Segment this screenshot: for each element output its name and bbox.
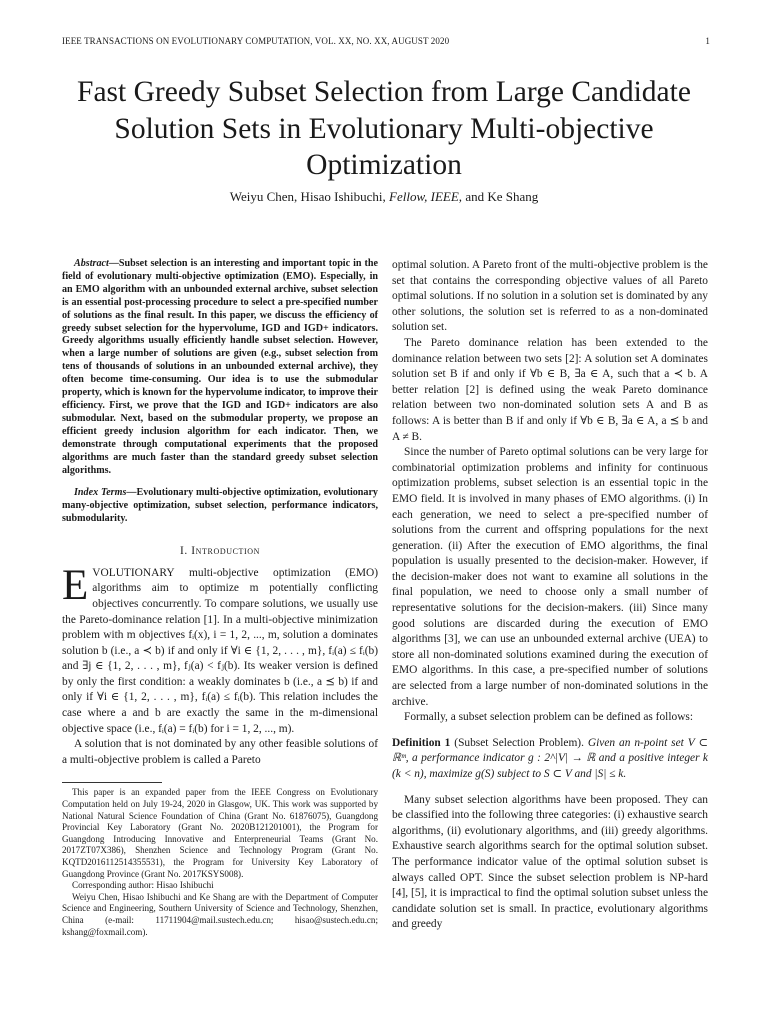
- right-paragraph-5: Many subset selection algorithms have been proposed. They can be classified into the following three categories: (i) exhaustive search algorithms, (ii) evolutionary algorithms, and (iii) greedy algorithms. Exhaustive search algorithms search for the optimal solution subset. The performance indicator value of the optimal solution subset is always called OPT. Since the subset selection problem is NP-hard [4], [5], it is impractical to find the optimal solution subset unless the candidate solution set is small. In practice, evolutionary algorithms and greedy: [392, 793, 708, 931]
- intro-paragraph-2: A solution that is not dominated by any other feasible solutions of a multi-objective problem is called a Pareto: [62, 738, 378, 766]
- paper-title: Fast Greedy Subset Selection from Large Candidate Solution Sets in Evolutionary Multi-objective Optimization: [77, 76, 691, 181]
- abstract-text: —Subset selection is an interesting and important topic in the field of evolutionary multi-objective optimization (EMO). Especially, in an EMO algorithm with an unbounded external archive, subset selection is an essential post-processing procedure to select a pre-specified number of solutions as the final result. In this paper, we discuss the efficiency of greedy subset selection for the hypervolume, IGD and IGD+ indicators. Greedy algorithms usually efficiently handle subset selection. However, when a large number of solutions are given (e.g., subset selection from tens of thousands of solutions in an unbounded external archive), they often become time-consuming. Our idea is to use the submodular property, which is known for the hypervolume indicator, to improve their efficiency. First, we prove that the IGD and IGD+ indicators are also submodular. Next, based on the submodular property, we propose an efficient greedy inclusion algorithm for each indicator. Then, we demonstrate through computational experiments that the proposed algorithms are much faster than the standard greedy subset selection algorithms.: [62, 258, 378, 476]
- right-column: [392, 258, 708, 933]
- right-paragraph-1: optimal solution. A Pareto front of the multi-objective problem is the set that contains the corresponding objective values of all Pareto optimal solutions. If no solution in a solution set is dominated by any other solutions, the solution set is referred to as a non-dominated solution set.: [392, 259, 708, 334]
- section-heading-introduction: I. Introduction: [179, 545, 261, 558]
- page-number: 1: [705, 36, 710, 46]
- index-terms: [62, 487, 378, 526]
- abstract: [62, 258, 378, 477]
- author-line: [40, 189, 728, 205]
- footnote-funding: This paper is an expanded paper from the IEEE Congress on Evolutionary Computation held on July 19-24, 2020 in Glasgow, UK. This work was supported by National Natural Science Foundation of China (Grant No. 61876075), Guangdong Provincial Key Laboratory (Grant No. 2020B121201001), the Program for Guangdong Introducing Innovative and Enterpreneurial Teams (Grant No. 2017ZT07X386), Shenzhen Science and Technology Program (Grant No. KQTD2016112514355531), the Program for University Key Laboratory of Guangdong Province (Grant No. 2017KSYS008).: [62, 787, 378, 879]
- intro-paragraph-1-text: multi-objective optimization (EMO) algorithms aim to optimize m potentially conflicting objectives concurrently. To compare solutions, we usually use the Pareto-dominance relation [1]. In a multi-objective minimization problem with m objectives fᵢ(x), i = 1, 2, ..., m, solution a dominates solution b (i.e., a ≺ b) if and only if ∀i ∈ {1, 2, . . . , m}, fᵢ(a) ≤ fᵢ(b) and ∃j ∈ {1, 2, . . . , m}, fⱼ(a) < fⱼ(b). Its weaker version is defined by only the first condition: a weakly dominates b (i.e., a ⪯ b) if and only if ∀i ∈ {1, 2, . . . , m}, fᵢ(a) ≤ fᵢ(b). This relation includes the case where a and b are exactly the same in the m-dimensional objective space (i.e., fᵢ(a) = fᵢ(b) for i = 1, 2, ..., m).: [62, 566, 378, 735]
- definition-label: Definition 1: [392, 736, 451, 749]
- index-terms-label: Index Terms: [74, 487, 127, 499]
- left-column: [62, 258, 378, 938]
- definition-body: Given an n-point set V ⊂ ℝᵐ, a performance indicator g : 2^|V| → ℝ and a positive integer k (k < n), maximize g(S) subject to S ⊂ V and |S| ≤ k.: [392, 736, 708, 780]
- index-terms-text: —Evolutionary multi-objective optimization, evolutionary many-objective optimization, subset selection, performance indicators, submodularity.: [62, 487, 378, 525]
- author-fellow: Fellow, IEEE,: [389, 189, 463, 204]
- author-names-a: Weiyu Chen, Hisao Ishibuchi,: [229, 189, 390, 204]
- intro-first-word: VOLUTIONARY: [92, 566, 175, 579]
- footnote-corresponding: Corresponding author: Hisao Ishibuchi: [72, 880, 214, 891]
- footnote-affiliation: Weiyu Chen, Hisao Ishibuchi and Ke Shang are with the Department of Computer Science and Engineering, Southern University of Science and Technology, Shenzhen, China (e-mail: 11711904@mail.sustech.edu.cn; hisao@sustech.edu.cn; kshang@foxmail.com).: [62, 891, 378, 937]
- definition-name: (Subset Selection Problem).: [450, 736, 588, 749]
- abstract-label: Abstract: [74, 258, 109, 269]
- definition-1: [392, 736, 708, 783]
- right-paragraph-4: Formally, a subset selection problem can be defined as follows:: [404, 711, 694, 724]
- intro-paragraph-1: [62, 561, 378, 738]
- footnote-divider: [62, 782, 162, 783]
- right-paragraph-3: Since the number of Pareto optimal solutions can be very large for combinatorial optimization problems and infinity for continuous optimization problems, subset selection is an essential topic in the EMO field. It is involved in many phases of EMO algorithms. (i) In each generation, we need to select a pre-specified number of solutions from the current and offspring populations for the next generation. (ii) After the execution of EMO algorithms, the final population is usually presented to the decision-maker. However, if the decision-maker does not want to examine all solutions in the final population, we need to choose only a small number of representative solutions for the decision-makers. (iii) Since many good solutions are discarded during the execution of EMO algorithms [3], we can use an unbounded external archive (UEA) to store all non-dominated solutions examined during the execution of EMO algorithms. In this case, a pre-specified number of solutions are selected from a large number of non-dominated solutions in the archive.: [392, 446, 708, 708]
- journal-header: IEEE TRANSACTIONS ON EVOLUTIONARY COMPUTATION, VOL. XX, NO. XX, AUGUST 2020: [62, 36, 450, 46]
- right-paragraph-2: The Pareto dominance relation has been extended to the dominance relation between two sets [2]: A solution set A dominates solution set B if and only if ∀b ∈ B, ∃a ∈ A, such that a ≺ b. A better relation [2] is defined using the weak Pareto dominance relation between two non-dominated solution sets A and B as follows: A is better than B if and only if ∀b ∈ B, ∃a ∈ A, a ⪯ b and A ≠ B.: [392, 336, 708, 443]
- running-header: [62, 36, 710, 46]
- author-names-b: and Ke Shang: [462, 189, 539, 204]
- drop-cap: E: [62, 561, 89, 609]
